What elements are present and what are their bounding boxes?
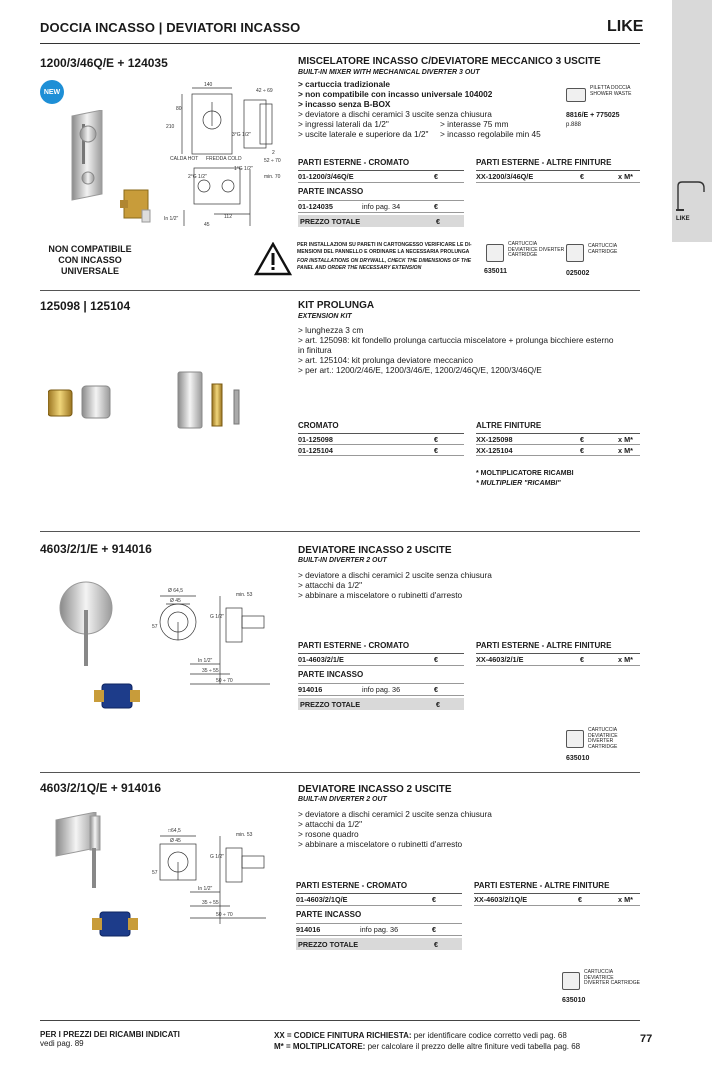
section1-technical-drawing: [164, 80, 296, 228]
cartridge-label: CARTUCCIA CARTRIDGE: [588, 243, 618, 255]
section1-table-left: PARTI ESTERNE - CROMATO 01-1200/3/46Q/E € PARTE INCASSO 01-124035 info pag. 34 € PREZZO TOTALE €: [298, 158, 464, 227]
diverter-cartridge-code: 635010: [566, 755, 590, 762]
section3-table-left: PARTI ESTERNE - CROMATO 01-4603/2/1/E € PARTE INCASSO 914016 info pag. 36 € PREZZO TOTALE €: [298, 641, 464, 710]
section3-title: DEVIATORE INCASSO 2 USCITE: [298, 545, 452, 556]
dim-2: 2: [272, 150, 275, 156]
dim-35-55: 35 ÷ 55: [202, 668, 219, 674]
cartridge-code: 025002: [566, 270, 590, 277]
dim-50-70: 50 ÷ 70: [216, 912, 233, 918]
dim-in12: In 1/2": [164, 216, 179, 222]
section2-subtitle: EXTENSION KIT: [298, 313, 352, 320]
diverter-cartridge-icon: [562, 972, 580, 990]
section4-table-left: PARTI ESTERNE - CROMATO 01-4603/2/1Q/E € PARTE INCASSO 914016 info pag. 36 € PREZZO TOTALE €: [296, 881, 462, 950]
section2-table-right: ALTRE FINITURE XX-125098 € x M* XX-125104 € x M*: [476, 421, 640, 456]
warning-text-en: FOR INSTALLATIONS ON DRYWALL, CHECK THE DIMENSIONS OF THE PANEL AND ORDER THE NECESSARY EXTENSION: [297, 258, 472, 272]
dim-d645: Ø 64,5: [168, 588, 184, 594]
dim-min53: min. 53: [236, 592, 253, 598]
dim-2g: 2°G 1/2": [188, 174, 207, 180]
section1-code: 1200/3/46Q/E + 124035: [40, 56, 168, 70]
section2-bullets: > lunghezza 3 cm > art. 125098: kit fondello prolunga cartuccia miscelatore + prolunga bicchiere esterno in finitura > art. 125104: kit prolunga deviatore meccanico > per art.: 1200/2/46/E, 1200/3/46/E, 1200/2/46Q/E, 1200/3/46Q/E: [298, 325, 614, 375]
dim-80: 80: [176, 106, 182, 112]
dim-57: 57: [152, 624, 158, 630]
dim-45: 45: [204, 222, 210, 228]
section3-product-image: [54, 580, 164, 720]
section1-bullets: > cartuccia tradizionale > non compatibile con incasso universale 104002 > incasso senza B-BOX > deviatore a dischi ceramici 3 uscite senza chiusura > ingressi laterali da 1/2" > interasse 75 mm > uscite laterale e superiore da 1/2" > incasso regolabile min 45: [298, 79, 541, 139]
cartridge-icon: [566, 244, 584, 262]
section4-subtitle: BUILT-IN DIVERTER 2 OUT: [298, 796, 387, 803]
section3-bullets: > deviatore a dischi ceramici 2 uscite senza chiusura > attacchi da 1/2" > abbinare a miscelatore o rubinetti d'arresto: [298, 570, 492, 600]
dim-3g: 3°G 1/2": [232, 132, 251, 138]
section3-subtitle: BUILT-IN DIVERTER 2 OUT: [298, 557, 387, 564]
section-divider: [40, 290, 640, 291]
dim-57: 57: [152, 870, 158, 876]
page-header-title: DOCCIA INCASSO | DEVIATORI INCASSO: [40, 20, 301, 35]
multiplier-note-en: * MULTIPLIER "RICAMBI": [476, 480, 561, 487]
dim-1g: 1°G 1/2": [234, 166, 253, 172]
diverter-cartridge-icon: [566, 730, 584, 748]
dim-210: 210: [166, 124, 175, 130]
section-divider: [40, 531, 640, 532]
section1-title: MISCELATORE INCASSO C/DEVIATORE MECCANICO 3 USCITE: [298, 56, 601, 67]
shower-waste-page: p.888: [566, 122, 582, 128]
dim-in12: In 1/2": [198, 886, 213, 892]
dim-35-55: 35 ÷ 55: [202, 900, 219, 906]
warning-text-it: PER INSTALLAZIONI SU PARETI IN CARTONGESSO VERIFICARE LE DI-MENSIONI DEL PANNELLO E ORDINARE LA NECESSARIA PROLUNGA: [297, 242, 472, 256]
section-divider: [40, 772, 640, 773]
dim-140: 140: [204, 82, 213, 88]
faucet-icon: [676, 180, 706, 212]
section4-code: 4603/2/1Q/E + 914016: [40, 781, 162, 795]
dim-min53: min. 53: [236, 832, 253, 838]
dim-d45: Ø 45: [170, 598, 181, 604]
header-divider: [40, 43, 640, 44]
page-number: 77: [640, 1033, 653, 1045]
multiplier-note-it: * MOLTIPLICATORE RICAMBI: [476, 470, 574, 477]
section1-subtitle: BUILT-IN MIXER WITH MECHANICAL DIVERTER 3 OUT: [298, 69, 480, 76]
section1-table-right: PARTI ESTERNE - ALTRE FINITURE XX-1200/3/46Q/E € x M*: [476, 158, 640, 183]
section2-code: 125098 | 125104: [40, 299, 131, 313]
diverter-cartridge-code: 635010: [562, 997, 586, 1004]
dim-g12: G 1/2": [210, 854, 225, 860]
warning-icon: [254, 242, 292, 276]
not-compatible-note: NON COMPATIBILE CON INCASSO UNIVERSALE: [48, 244, 132, 276]
section3-table-right: PARTI ESTERNE - ALTRE FINITURE XX-4603/2/1/E € x M*: [476, 641, 640, 666]
section2-product-image: [48, 366, 258, 430]
section4-technical-drawing: [150, 818, 280, 930]
dim-52-70: 52 ÷ 70: [264, 158, 281, 164]
section4-bullets: > deviatore a dischi ceramici 2 uscite senza chiusura > attacchi da 1/2" > rosone quadro > abbinare a miscelatore o rubinetti d'arresto: [298, 809, 492, 849]
brand-name: LIKE: [607, 18, 644, 35]
section4-product-image: [54, 812, 164, 952]
side-tab-label: LIKE: [676, 216, 690, 222]
dim-42-69: 42 ÷ 69: [256, 88, 273, 94]
section2-title: KIT PROLUNGA: [298, 300, 375, 311]
dim-g12: G 1/2": [210, 614, 225, 620]
section2-table-left: CROMATO 01-125098 € 01-125104 €: [298, 421, 464, 456]
dim-112: 112: [224, 214, 232, 220]
shower-waste-icon: [566, 88, 586, 102]
dim-50-70: 50 ÷ 70: [216, 678, 233, 684]
dim-d645: □64,5: [168, 828, 181, 834]
section4-title: DEVIATORE INCASSO 2 USCITE: [298, 784, 452, 795]
section3-technical-drawing: [150, 578, 280, 690]
section4-table-right: PARTI ESTERNE - ALTRE FINITURE XX-4603/2/1Q/E € x M*: [474, 881, 640, 906]
diverter-cartridge-label: CARTUCCIA DEVIATRICE DIVERTER CARTRIDGE: [588, 727, 618, 750]
section3-code: 4603/2/1/E + 914016: [40, 542, 152, 556]
dim-min70: min. 70: [264, 174, 281, 180]
label-calda: CALDA HOT: [170, 156, 199, 162]
diverter-cartridge-label: CARTUCCIA DEVIATRICE DIVERTER CARTRIDGE: [584, 969, 640, 986]
section1-product-image: [64, 110, 164, 240]
dim-in12: In 1/2": [198, 658, 213, 664]
diverter-cartridge-code: 635011: [484, 268, 507, 275]
dim-d45: Ø 45: [170, 838, 181, 844]
new-badge: NEW: [40, 80, 64, 104]
footer-legend: XX = CODICE FINITURA RICHIESTA: per identificare codice corretto vedi pag. 68 M* = MOLTIPLICATORE: per calcolare il prezzo delle altre finiture vedi tabella pag. 68: [274, 1031, 581, 1051]
footer-left-note: PER I PREZZI DEI RICAMBI INDICATI vedi pag. 89: [40, 1030, 180, 1048]
diverter-cartridge-icon: [486, 244, 504, 262]
shower-waste-code: 8816/E + 775025: [566, 112, 620, 119]
shower-waste-label: PILETTA DOCCIA SHOWER WASTE: [590, 85, 632, 97]
footer-divider: [40, 1020, 640, 1021]
diverter-cartridge-label: CARTUCCIA DEVIATRICE DIVERTER CARTRIDGE: [508, 241, 565, 258]
label-fredda: FREDDA COLD: [206, 156, 242, 162]
